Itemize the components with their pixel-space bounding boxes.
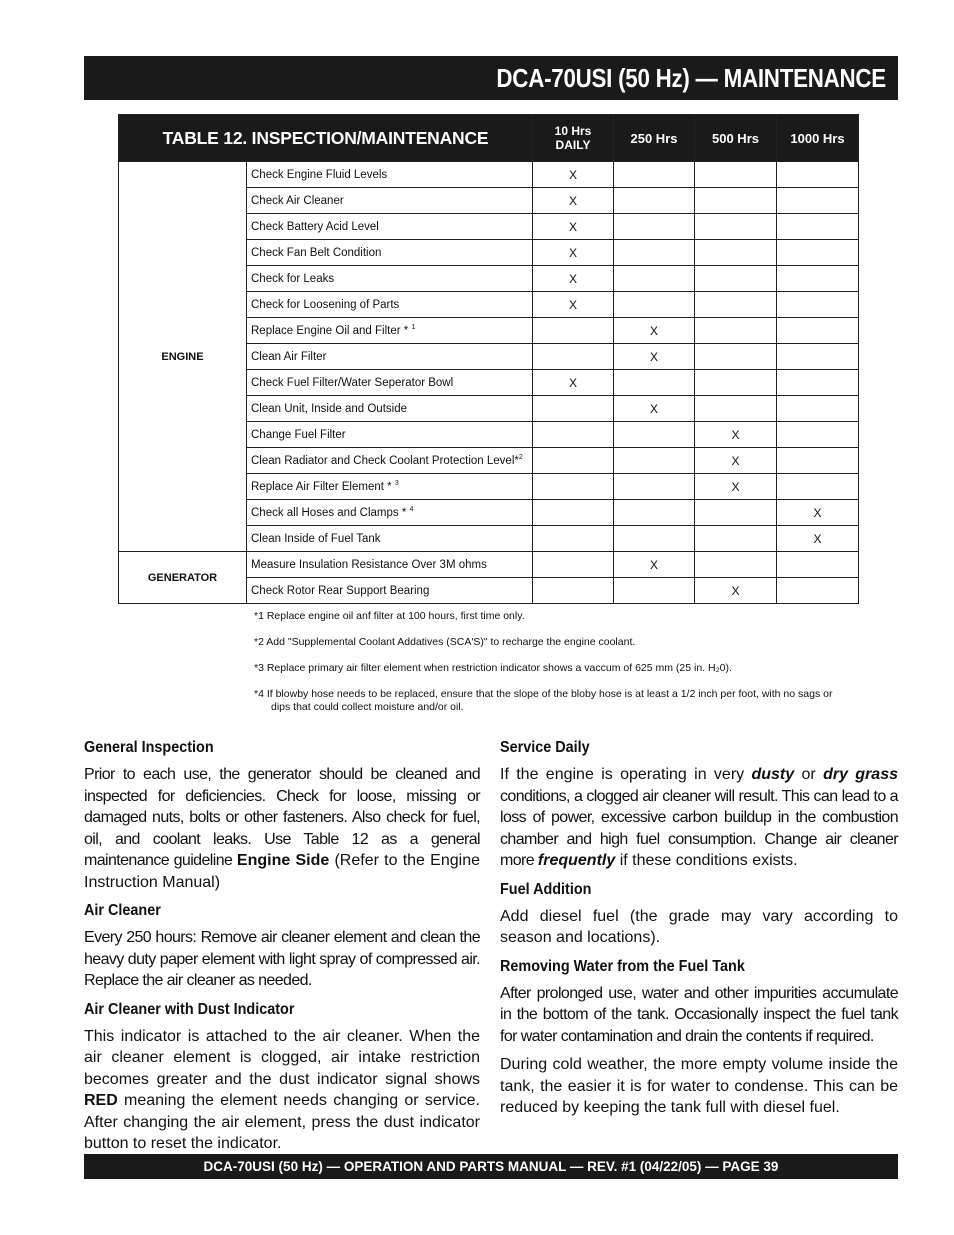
mark-h1000 [777,448,859,474]
mark-h1000 [777,422,859,448]
mark-h250 [614,474,695,500]
dust-text-b: meaning the element needs changing or service. After changing the air element, press the dust indicator button to reset the indicator. [84,1092,480,1152]
mark-h10: X [533,240,614,266]
table-row [119,552,859,578]
mark-h500: X [695,474,777,500]
mark-h250: X [614,344,695,370]
general-inspection-heading: General Inspection [84,739,214,756]
task-label: Replace Engine Oil and Filter * [251,324,412,337]
fuel-addition-text: Add diesel fuel (the grade may vary according to season and locations). [500,907,898,946]
page-header [84,56,898,100]
mark-h500 [695,214,777,240]
removing-water-text-1: After prolonged use, water and other impurities accumulate in the bottom of the tank. Occasionally inspect the fuel tank for water contamination and drain the contents if required. [500,984,898,1045]
table-title: TABLE 12. INSPECTION/MAINTENANCE [119,115,533,162]
mark-h250 [614,240,695,266]
mark-h10: X [533,292,614,318]
task-cell [247,318,533,344]
task-cell [247,292,533,318]
footnote-4: *4 If blowby hose needs to be replaced, ensure that the slope of the bloby hose is at least a 1/2 inch per foot, with no sags or dips that could collect moisture and/or oil. [254,688,833,713]
mark-h250 [614,500,695,526]
mark-h10 [533,500,614,526]
task-cell [247,422,533,448]
mark-h500 [695,552,777,578]
task-label: Check Engine Fluid Levels [251,168,388,181]
mark-h10: X [533,162,614,188]
mark-h500: X [695,448,777,474]
task-label: Clean Unit, Inside and Outside [251,402,407,415]
task-label: Change Fuel Filter [251,428,346,441]
footnote-3: *3 Replace primary air filter element when restriction indicator shows a vaccum of 625 mm (25 in. H₂0). [254,662,732,674]
task-cell [247,474,533,500]
service-text-c: conditions, a clogged air cleaner will result. This can lead to a loss of power, excessive carbon buildup in the combustion chamber and high fuel consumption. Change air cleaner more [500,787,898,869]
task-cell [247,214,533,240]
service-em-frequently: frequently [537,852,616,869]
table-row [119,162,859,188]
mark-h500 [695,188,777,214]
mark-h10: X [533,214,614,240]
group-engine: ENGINE [119,162,247,552]
task-cell [247,396,533,422]
mark-h500 [695,240,777,266]
maintenance-table [118,114,859,604]
general-bold: Engine Side [236,852,330,869]
task-label: Check for Leaks [251,272,335,285]
mark-h250 [614,292,695,318]
mark-h250: X [614,318,695,344]
dust-bold: RED [84,1092,118,1109]
task-cell [247,188,533,214]
col-10-hrs [533,115,614,162]
col-500-hrs: 500 Hrs [695,115,777,162]
mark-h500 [695,318,777,344]
service-text-d: if these conditions exists. [615,852,798,869]
task-footnote-ref: 1 [411,324,416,332]
task-label: Check Rotor Rear Support Bearing [251,584,430,597]
mark-h1000 [777,318,859,344]
fuel-addition-heading: Fuel Addition [500,880,592,898]
mark-h250 [614,370,695,396]
task-label: Check Fan Belt Condition [251,246,382,259]
col-1000-hrs: 1000 Hrs [777,115,859,162]
mark-h250 [614,266,695,292]
mark-h1000 [777,578,859,604]
task-label: Replace Air Filter Element * [251,480,395,493]
removing-water-heading: Removing Water from the Fuel Tank [500,957,745,975]
service-daily-heading: Service Daily [500,739,590,756]
task-cell [247,552,533,578]
col-10-hrs-top: 10 Hrs [554,124,592,138]
table-header-row [119,115,859,162]
mark-h1000 [777,240,859,266]
service-text-a: If the engine is operating in very [500,766,752,783]
mark-h10 [533,578,614,604]
footnote-2: *2 Add "Supplemental Coolant Addatives (SCA'S)" to recharge the engine coolant. [254,636,636,648]
mark-h250: X [614,396,695,422]
task-footnote-ref: 4 [409,506,414,514]
removing-water-text-2: During cold weather, the more empty volume inside the tank, the easier it is for water to condense. This can be reduced by keeping the tank full with diesel fuel. [500,1056,898,1116]
mark-h500 [695,162,777,188]
mark-h10 [533,344,614,370]
group-generator: GENERATOR [119,552,247,604]
mark-h1000 [777,214,859,240]
air-cleaner-text: Every 250 hours: Remove air cleaner element and clean the heavy duty paper element with light spray of compressed air. Replace the air cleaner as needed. [84,929,480,989]
service-em-dusty: dusty [751,766,795,783]
page-title: DCA-70USI (50 Hz) — MAINTENANCE [496,63,886,93]
task-label: Clean Air Filter [251,350,327,363]
general-inspection-text [84,764,480,893]
left-column [84,737,480,1162]
mark-h10 [533,396,614,422]
mark-h10 [533,526,614,552]
task-cell [247,370,533,396]
mark-h1000 [777,292,859,318]
task-cell [247,500,533,526]
task-cell [247,266,533,292]
mark-h1000 [777,370,859,396]
mark-h1000: X [777,500,859,526]
task-label: Check Air Cleaner [251,194,344,207]
dust-indicator-heading: Air Cleaner with Dust Indicator [84,1000,295,1018]
general-text-a: Prior to each use, the generator should be cleaned and inspected for deficiencies. Check for loose, missing or damaged nuts, bolts or other fasteners. Also check for fuel, oil, and coolant leaks. Use Table 12 as a general maintenance guideline [84,766,480,869]
mark-h10 [533,552,614,578]
mark-h10 [533,448,614,474]
mark-h250: X [614,552,695,578]
mark-h500 [695,370,777,396]
task-cell [247,578,533,604]
dust-text-a: This indicator is attached to the air cleaner. When the air cleaner element is clogged, air intake restriction becomes greater and the dust indicator signal shows [84,1027,480,1088]
mark-h1000 [777,474,859,500]
page-footer: DCA-70USI (50 Hz) — OPERATION AND PARTS MANUAL — REV. #1 (04/22/05) — PAGE 39 [84,1154,898,1179]
task-footnote-ref: 2 [518,454,523,462]
mark-h1000 [777,162,859,188]
mark-h500 [695,500,777,526]
dust-indicator-text [84,1026,480,1155]
service-text-b: or [794,766,824,783]
mark-h1000: X [777,526,859,552]
right-column [500,737,898,1126]
mark-h500 [695,396,777,422]
mark-h500 [695,344,777,370]
mark-h500: X [695,422,777,448]
mark-h250 [614,188,695,214]
mark-h1000 [777,552,859,578]
mark-h250 [614,578,695,604]
task-footnote-ref: 3 [394,480,399,488]
mark-h10 [533,474,614,500]
task-cell [247,344,533,370]
mark-h250 [614,526,695,552]
mark-h10 [533,422,614,448]
mark-h1000 [777,266,859,292]
task-cell [247,448,533,474]
task-cell [247,526,533,552]
mark-h1000 [777,344,859,370]
mark-h250 [614,214,695,240]
service-em-dry-grass: dry grass [823,766,898,783]
task-label: Check for Loosening of Parts [251,298,400,311]
mark-h500 [695,266,777,292]
mark-h500 [695,526,777,552]
task-label: Check Battery Acid Level [251,220,379,233]
mark-h500: X [695,578,777,604]
mark-h250 [614,422,695,448]
col-10-hrs-bottom: DAILY [555,138,591,152]
mark-h1000 [777,396,859,422]
mark-h500 [695,292,777,318]
task-cell [247,240,533,266]
task-cell [247,162,533,188]
task-label: Clean Radiator and Check Coolant Protection Level* [251,454,519,467]
mark-h10 [533,318,614,344]
mark-h10: X [533,188,614,214]
mark-h250 [614,162,695,188]
task-label: Check all Hoses and Clamps * [251,506,410,519]
footnotes [254,610,854,727]
task-label: Check Fuel Filter/Water Seperator Bowl [251,376,454,389]
mark-h250 [614,448,695,474]
col-250-hrs: 250 Hrs [614,115,695,162]
mark-h10: X [533,266,614,292]
task-label: Measure Insulation Resistance Over 3M ohms [251,558,487,571]
air-cleaner-heading: Air Cleaner [84,902,161,919]
footnote-1: *1 Replace engine oil anf filter at 100 hours, first time only. [254,610,525,622]
mark-h10: X [533,370,614,396]
mark-h1000 [777,188,859,214]
service-daily-text [500,764,898,872]
task-label: Clean Inside of Fuel Tank [251,532,381,545]
general-text-b: (Refer to the Engine Instruction Manual) [84,852,480,891]
